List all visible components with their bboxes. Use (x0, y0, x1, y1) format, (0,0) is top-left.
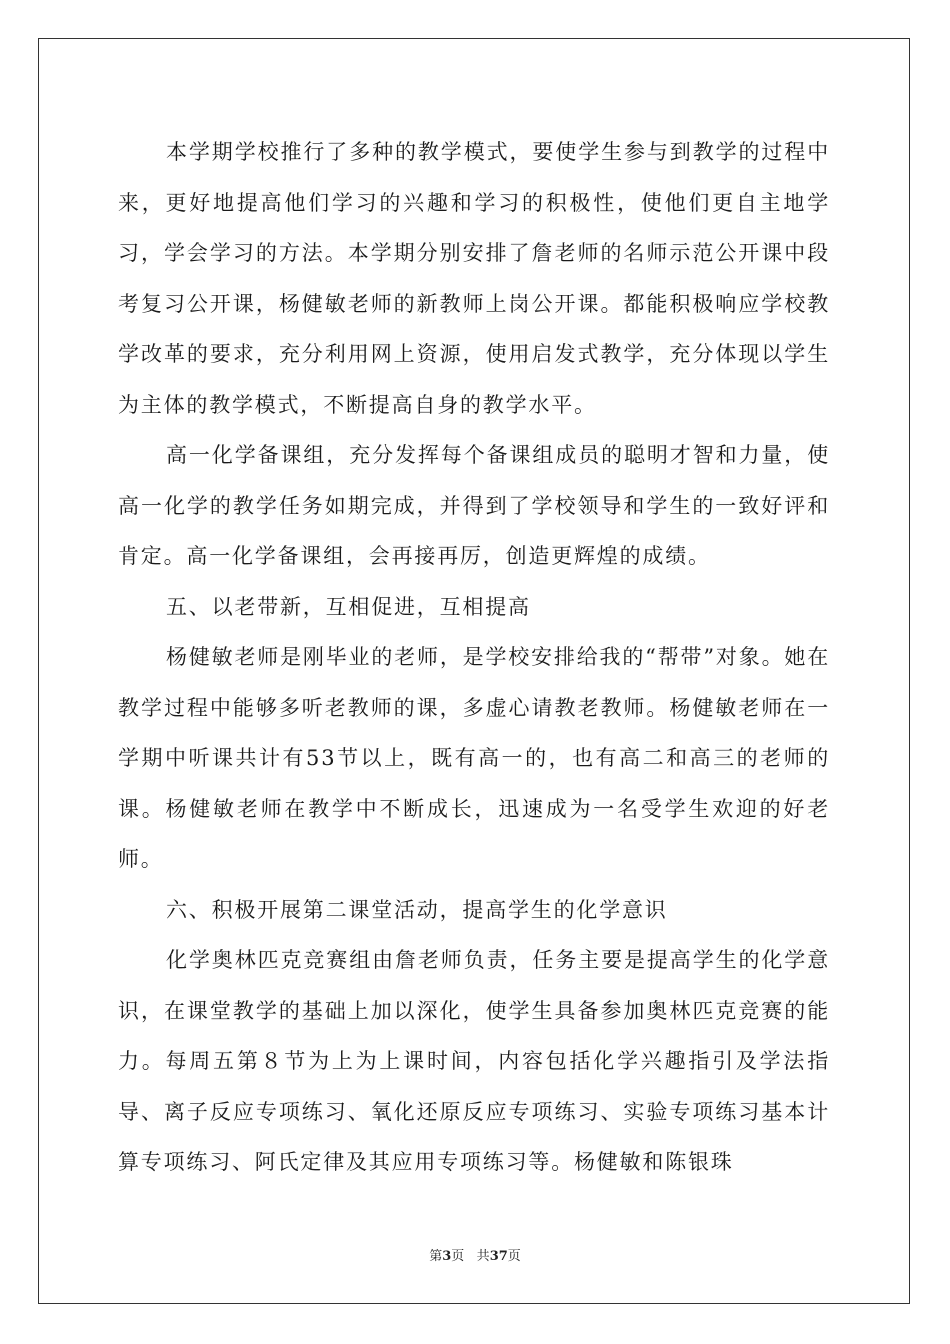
paragraph: 高一化学备课组，充分发挥每个备课组成员的聪明才智和力量，使高一化学的教学任务如期完成，并得到了学校领导和学生的一致好评和肯定。高一化学备课组，会再接再厉，创造更辉煌的成绩。 (118, 443, 830, 568)
paragraph: 杨健敏老师是刚毕业的老师，是学校安排给我的“帮带”对象。她在教学过程中能够多听老教师的课，多虚心请教老教师。杨健敏老师在一学期中听课共计有53节以上，既有高一的，也有高二和高三的老师的课。杨健敏老师在教学中不断成长，迅速成为一名受学生欢迎的好老师。 (118, 645, 830, 871)
total-suffix: 页 (507, 1249, 521, 1264)
section-heading: 六、积极开展第二课堂活动，提高学生的化学意识 (166, 897, 668, 922)
paragraph: 本学期学校推行了多种的教学模式，要使学生参与到教学的过程中来，更好地提高他们学习的兴趣和学习的积极性，使他们更自主地学习，学会学习的方法。本学期分别安排了詹老师的名师示范公开课中段考复习公开课，杨健敏老师的新教师上岗公开课。都能积极响应学校教学改革的要求，充分利用网上资源，使用启发式教学，充分体现以学生为主体的教学模式，不断提高自身的教学水平。 (118, 140, 830, 417)
document-body (118, 127, 830, 1188)
page-number: 3 (442, 1249, 452, 1264)
page-suffix: 页 (451, 1249, 465, 1264)
page-prefix: 第 (429, 1249, 443, 1264)
page-footer (0, 1245, 950, 1264)
total-prefix: 共 (476, 1249, 490, 1264)
section-heading: 五、以老带新，互相促进，互相提高 (166, 594, 531, 619)
total-pages: 37 (489, 1249, 508, 1264)
paragraph: 化学奥林匹克竞赛组由詹老师负责，任务主要是提高学生的化学意识，在课堂教学的基础上加以深化，使学生具备参加奥林匹克竞赛的能力。每周五第８节为上为上课时间，内容包括化学兴趣指引及学法指导、离子反应专项练习、氧化还原反应专项练习、实验专项练习基本计算专项练习、阿氏定律及其应用专项练习等。杨健敏和陈银珠 (118, 948, 830, 1174)
